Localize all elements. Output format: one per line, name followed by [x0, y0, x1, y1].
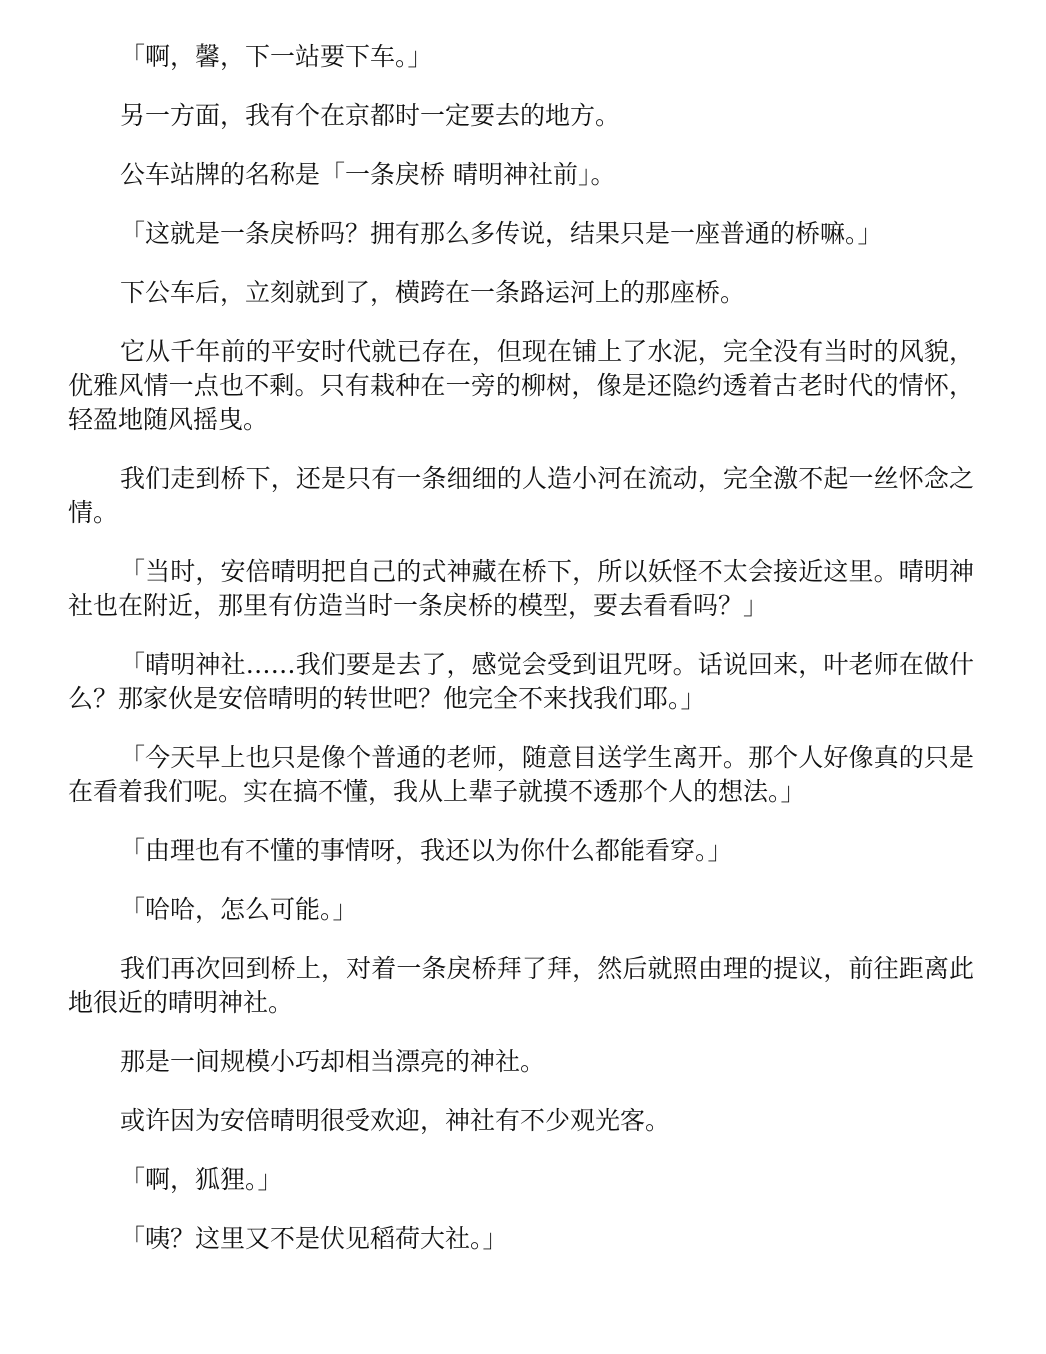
paragraph-13: 我们再次回到桥上，对着一条戾桥拜了拜，然后就照由理的提议，前往距离此地很近的晴明神社。	[68, 954, 974, 1017]
paragraph-10: 「今天早上也只是像个普通的老师，随意目送学生离开。那个人好像真的只是在看着我们呢。实在搞不懂，我从上辈子就摸不透那个人的想法。」	[68, 743, 974, 806]
paragraph-9: 「晴明神社……我们要是去了，感觉会受到诅咒呀。话说回来，叶老师在做什么？那家伙是安倍晴明的转世吧？他完全不来找我们耶。」	[68, 650, 974, 713]
paragraph-12: 「哈哈，怎么可能。」	[120, 895, 358, 924]
paragraph-2: 另一方面，我有个在京都时一定要去的地方。	[120, 101, 621, 130]
paragraph-16: 「啊，狐狸。」	[120, 1165, 283, 1194]
paragraph-14: 那是一间规模小巧却相当漂亮的神社。	[120, 1047, 546, 1076]
paragraph-3: 公车站牌的名称是「一条戾桥 晴明神社前」。	[120, 160, 616, 189]
paragraph-1: 「啊，馨，下一站要下车。」	[120, 42, 433, 71]
paragraph-5: 下公车后，立刻就到了，横跨在一条路运河上的那座桥。	[120, 278, 746, 307]
paragraph-15: 或许因为安倍晴明很受欢迎，神社有不少观光客。	[120, 1106, 671, 1135]
document-page	[68, 40, 974, 1281]
paragraph-17: 「咦？这里又不是伏见稻荷大社。」	[120, 1224, 508, 1253]
paragraph-4: 「这就是一条戾桥吗？拥有那么多传说，结果只是一座普通的桥嘛。」	[120, 219, 883, 248]
paragraph-8: 「当时，安倍晴明把自己的式神藏在桥下，所以妖怪不太会接近这里。晴明神社也在附近，那里有仿造当时一条戾桥的模型，要去看看吗？」	[68, 557, 974, 620]
paragraph-11: 「由理也有不懂的事情呀，我还以为你什么都能看穿。」	[120, 836, 733, 865]
paragraph-7: 我们走到桥下，还是只有一条细细的人造小河在流动，完全激不起一丝怀念之情。	[68, 464, 974, 527]
paragraph-6: 它从千年前的平安时代就已存在，但现在铺上了水泥，完全没有当时的风貌，优雅风情一点也不剩。只有栽种在一旁的柳树，像是还隐约透着古老时代的情怀，轻盈地随风摇曳。	[68, 337, 974, 434]
